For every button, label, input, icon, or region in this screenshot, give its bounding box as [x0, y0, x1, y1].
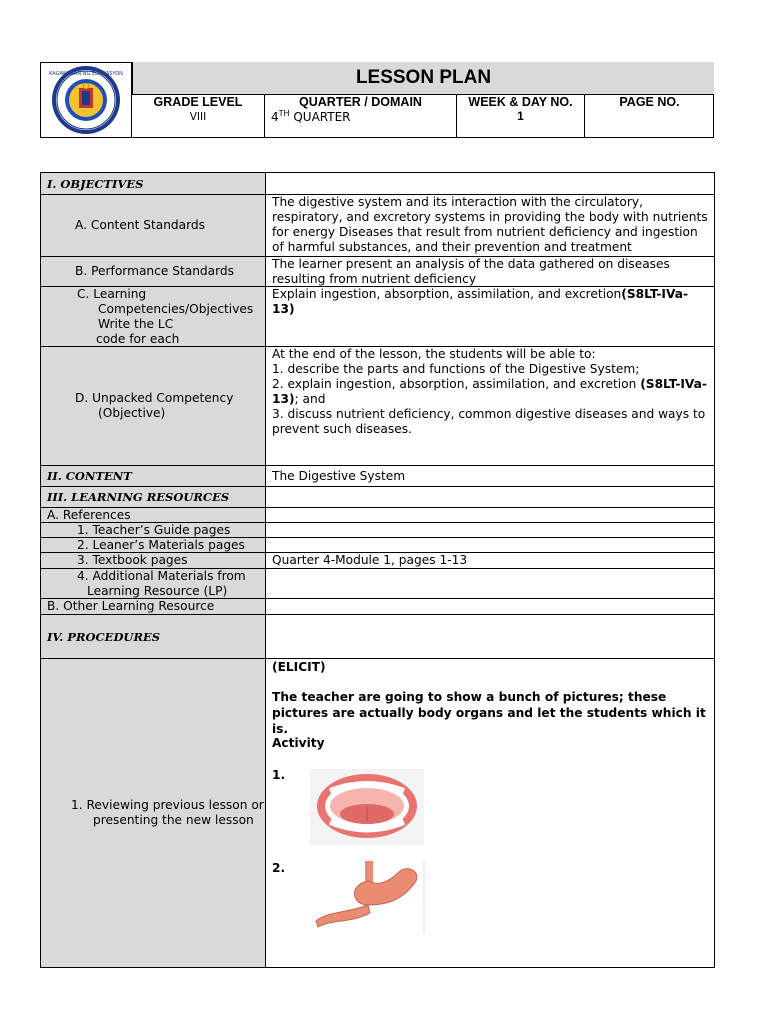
procedures-heading-value	[265, 614, 715, 659]
unpacked-value-cell	[265, 346, 715, 466]
step1-label-line2: presenting the new lesson	[93, 813, 254, 827]
svg-text:KAGAWARAN NG EDUKASYON: KAGAWARAN NG EDUKASYON	[49, 71, 123, 77]
unpacked-intro: At the end of the lesson, the students will be able to:	[272, 347, 596, 361]
references-value-cell	[265, 507, 715, 523]
procedures-heading: IV. PROCEDURES	[47, 629, 161, 644]
additional-label-line1: 4. Additional Materials from	[77, 569, 246, 583]
unpacked-item-1: 1. describe the parts and functions of the Digestive System;	[272, 362, 640, 376]
grade-level-value: VIII	[189, 111, 207, 123]
tg-value-cell	[265, 522, 715, 538]
other-resource-label-cell	[40, 598, 266, 615]
competencies-label-cell	[40, 286, 266, 347]
unpacked-label-line2: (Objective)	[98, 406, 166, 420]
competencies-label-line1: C. Learning	[77, 287, 147, 301]
step1-label-line1: 1. Reviewing previous lesson or	[71, 798, 264, 812]
content-value-cell	[265, 465, 715, 487]
additional-value-cell	[265, 568, 715, 599]
unpacked-label-line1: D. Unpacked Competency	[75, 391, 234, 405]
unpacked-item-3: 3. discuss nutrient deficiency, common digestive diseases and ways to prevent such diseases.	[272, 407, 706, 436]
tg-label-cell	[40, 522, 266, 538]
step1-label-cell	[40, 658, 266, 968]
unpacked-label-cell	[40, 346, 266, 466]
activity-item-1: 1.	[272, 768, 286, 782]
resources-heading-cell	[40, 486, 266, 508]
procedures-heading-cell	[40, 614, 266, 659]
seal-cell	[40, 62, 132, 138]
competencies-label-line2: Competencies/Objectives	[98, 302, 254, 316]
week-day-value: 1	[517, 109, 524, 123]
other-resource-label: B. Other Learning Resource	[47, 599, 215, 613]
quarter-cell	[265, 95, 457, 138]
unpacked-item-2: 2. explain ingestion, absorption, assimilation, and excretion (S8LT-IVa-13); and	[272, 377, 707, 406]
content-standards-value: The digestive system and its interaction with the circulatory, respiratory, and excretory systems in providing the body with nutrients for energy Diseases that result from nutrient deficiency and ingestion of harmful substances, and their prevention and treatment	[272, 195, 708, 254]
competencies-label-line3: Write the LC	[98, 317, 174, 331]
content-standards-value-cell	[265, 194, 715, 257]
textbook-value: Quarter 4-Module 1, pages 1-13	[272, 553, 468, 567]
references-label: A. References	[47, 508, 131, 522]
additional-label-cell	[40, 568, 266, 599]
lesson-plan-title: LESSON PLAN	[132, 62, 714, 95]
content-standards-label: A. Content Standards	[75, 218, 206, 232]
lm-label: 2. Leaner’s Materials pages	[77, 538, 245, 552]
competencies-label-line4: code for each	[96, 332, 180, 346]
references-label-cell	[40, 507, 266, 523]
quarter-label: QUARTER / DOMAIN	[299, 95, 422, 109]
performance-standards-label-cell	[40, 256, 266, 287]
competencies-code: (S8LT-IVa- 13)	[272, 287, 689, 316]
competencies-value: Explain ingestion, absorption, assimilation, and excretion(S8LT-IVa- 13)	[272, 287, 689, 316]
deped-seal-icon	[46, 64, 126, 136]
content-heading: II. CONTENT	[47, 469, 132, 483]
resources-heading-value	[265, 486, 715, 508]
textbook-label: 3. Textbook pages	[77, 553, 188, 567]
performance-standards-value: The learner present an analysis of the data gathered on diseases resulting from nutrient deficiency	[272, 257, 670, 286]
content-value: The Digestive System	[272, 469, 406, 483]
objectives-heading: I. OBJECTIVES	[47, 177, 144, 191]
step1-value-cell	[265, 658, 715, 968]
additional-label-line2: Learning Resource (LP)	[87, 584, 228, 598]
elicit-label: (ELICIT)	[272, 660, 326, 674]
lm-value-cell	[265, 537, 715, 553]
competencies-value-cell	[265, 286, 715, 347]
elicit-instruction: The teacher are going to show a bunch of pictures; these pictures are actually body organs and let the students which it is.	[272, 690, 706, 736]
objectives-heading-cell	[40, 172, 266, 195]
objectives-heading-value	[265, 172, 715, 195]
resources-heading: III. LEARNING RESOURCES	[47, 490, 230, 504]
mouth-illustration-icon	[310, 769, 424, 845]
page-no-label: PAGE NO.	[619, 95, 680, 109]
activity-label: Activity	[272, 736, 325, 750]
textbook-label-cell	[40, 552, 266, 569]
week-day-label: WEEK & DAY NO.	[468, 95, 573, 109]
page-no-cell	[585, 95, 714, 138]
grade-level-label: GRADE LEVEL	[153, 95, 243, 109]
week-day-cell	[457, 95, 585, 138]
lm-label-cell	[40, 537, 266, 553]
textbook-value-cell	[265, 552, 715, 569]
other-resource-value-cell	[265, 598, 715, 615]
performance-standards-label: B. Performance Standards	[75, 264, 235, 278]
content-heading-cell	[40, 465, 266, 487]
grade-level-cell	[132, 95, 265, 138]
stomach-illustration-icon	[308, 861, 428, 933]
tg-label: 1. Teacher’s Guide pages	[77, 523, 231, 537]
quarter-value: 4TH QUARTER	[271, 109, 351, 124]
activity-item-2: 2.	[272, 861, 286, 875]
performance-standards-value-cell	[265, 256, 715, 287]
content-standards-label-cell	[40, 194, 266, 257]
